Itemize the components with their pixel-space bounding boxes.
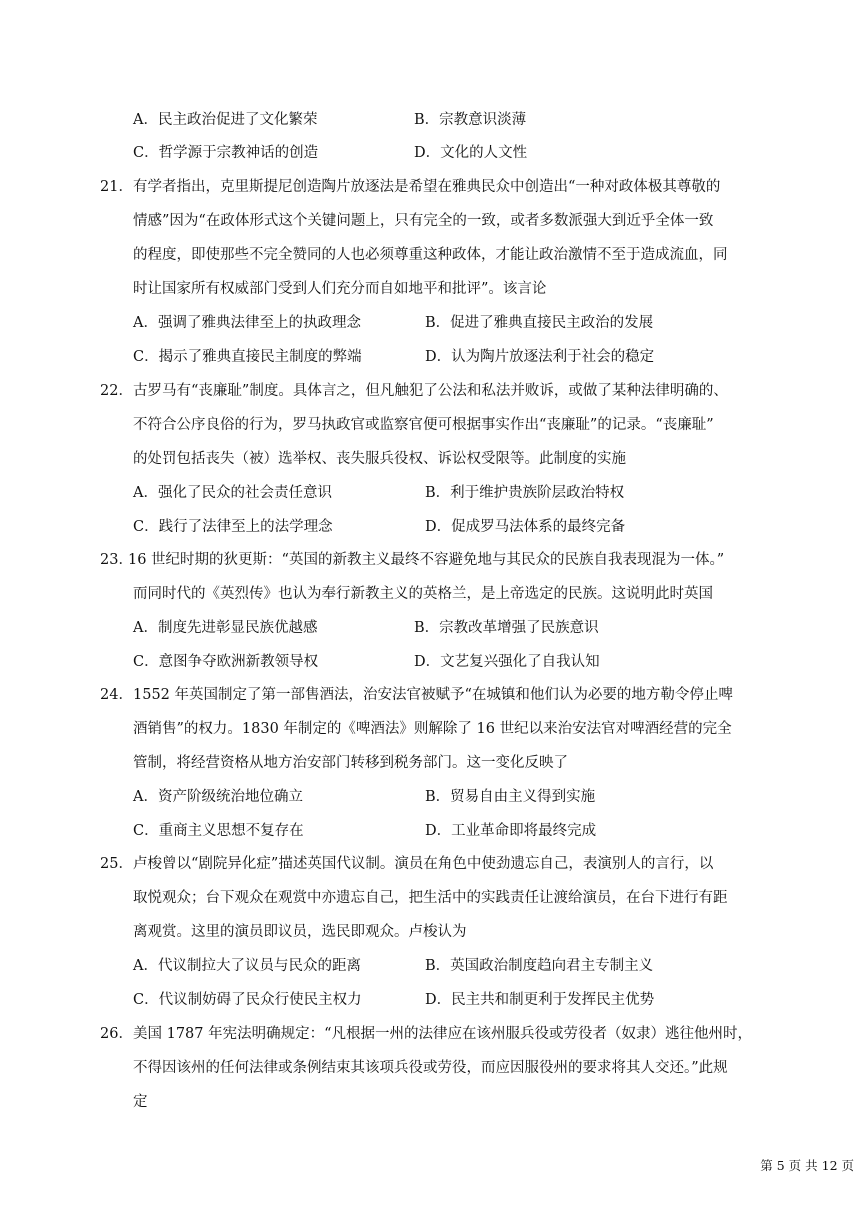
- q25-stem-line: 取悦观众；台下观众在观赏中亦遗忘自己，把生活中的实践责任让渡给演员，在台下进行有距: [133, 890, 728, 906]
- q25-number: 25．: [100, 856, 133, 872]
- q24-stem-line: 管制，将经营资格从地方治安部门转移到税务部门。这一变化反映了: [133, 755, 568, 771]
- q24-option-a: A．资产阶级统治地位确立: [133, 789, 303, 805]
- q23-option-d: D．文艺复兴强化了自我认知: [414, 654, 600, 670]
- q24-option-b: B．贸易自由主义得到实施: [425, 789, 596, 805]
- q22-stem-line: 的处罚包括丧失（被）选举权、丧失服兵役权、诉讼权受限等。此制度的实施: [133, 451, 626, 467]
- q24-option-d: D．工业革命即将最终完成: [425, 823, 597, 839]
- q21-option-a: A．强调了雅典法律至上的执政理念: [133, 315, 361, 331]
- q24-stem-line: 酒销售”的权力。1830 年制定的《啤酒法》则解除了 16 世纪以来治安法官对啤酒经营的完全: [133, 721, 732, 737]
- q23-number: 23．: [100, 552, 133, 568]
- q20-option-a: A．民主政治促进了文化繁荣: [133, 112, 318, 128]
- q20-option-c: C．哲学源于宗教神话的创造: [133, 145, 319, 161]
- q22-option-c: C．践行了法律至上的法学理念: [133, 519, 333, 535]
- q22-stem-line: 不符合公序良俗的行为，罗马执政官或监察官便可根据事实作出“丧廉耻”的记录。“丧廉耻”: [133, 417, 714, 433]
- q24-number: 24．: [100, 687, 133, 703]
- q21-stem-line: 的程度，即使那些不完全赞同的人也必须尊重这种政体，才能让政治激情不至于造成流血，同: [133, 247, 728, 263]
- q22-option-a: A．强化了民众的社会责任意识: [133, 485, 332, 501]
- q26-number: 26．: [100, 1026, 133, 1042]
- q22-stem-line: 古罗马有“丧廉耻”制度。具体言之，但凡触犯了公法和私法并败诉，或做了某种法律明确的、: [133, 383, 728, 399]
- q25-option-d: D．民主共和制更利于发挥民主优势: [425, 992, 655, 1008]
- q25-option-b: B．英国政治制度趋向君主专制主义: [425, 958, 654, 974]
- q20-option-d: D．文化的人文性: [414, 145, 528, 161]
- q23-option-b: B．宗教改革增强了民族意识: [414, 620, 599, 636]
- q26-stem-line: 美国 1787 年宪法明确规定：“凡根据一州的法律应在该州服兵役或劳役者（奴隶）逃往他州时，: [133, 1026, 753, 1042]
- q25-option-a: A．代议制拉大了议员与民众的距离: [133, 958, 361, 974]
- q21-option-c: C．揭示了雅典直接民主制度的弊端: [133, 349, 362, 365]
- q23-stem-line: 而同时代的《英烈传》也认为奉行新教主义的英格兰，是上帝选定的民族。这说明此时英国: [133, 586, 713, 602]
- q21-number: 21．: [100, 179, 133, 195]
- q26-stem-line: 定: [133, 1094, 148, 1110]
- q23-stem-line: 16 世纪时期的狄更斯：“英国的新教主义最终不容避免地与其民众的民族自我表现混为一体。”: [128, 552, 725, 568]
- q22-option-b: B．利于维护贵族阶层政治特权: [425, 485, 625, 501]
- q24-stem-line: 1552 年英国制定了第一部售酒法，治安法官被赋予“在城镇和他们认为必要的地方勒令停止啤: [133, 687, 733, 703]
- q22-number: 22．: [100, 383, 133, 399]
- q21-stem-line: 时让国家所有权威部门受到人们充分而自如地平和批评”。该言论: [133, 281, 547, 297]
- q21-option-b: B．促进了雅典直接民主政治的发展: [425, 315, 654, 331]
- q25-stem-line: 卢梭曾以“剧院异化症”描述英国代议制。演员在角色中使劲遗忘自己，表演别人的言行，以: [133, 856, 714, 872]
- q23-option-a: A．制度先进彰显民族优越感: [133, 620, 318, 636]
- q21-stem-line: 有学者指出，克里斯提尼创造陶片放逐法是希望在雅典民众中创造出“一种对政体极其尊敬的: [133, 179, 721, 195]
- q22-option-d: D．促成罗马法体系的最终完备: [425, 519, 626, 535]
- q21-option-d: D．认为陶片放逐法利于社会的稳定: [425, 349, 655, 365]
- page-number-footer: 第 5 页 共 12 页: [760, 1158, 854, 1173]
- q23-option-c: C．意图争夺欧洲新教领导权: [133, 654, 319, 670]
- q26-stem-line: 不得因该州的任何法律或条例结束其该项兵役或劳役，而应因服役州的要求将其人交还。”此规: [133, 1060, 728, 1076]
- q25-option-c: C．代议制妨碍了民众行使民主权力: [133, 992, 362, 1008]
- q21-stem-line: 情感”因为“在政体形式这个关键问题上，只有完全的一致，或者多数派强大到近乎全体一致: [133, 213, 714, 229]
- q24-option-c: C．重商主义思想不复存在: [133, 823, 304, 839]
- q20-option-b: B．宗教意识淡薄: [414, 112, 527, 128]
- q25-stem-line: 离观赏。这里的演员即议员，选民即观众。卢梭认为: [133, 924, 467, 940]
